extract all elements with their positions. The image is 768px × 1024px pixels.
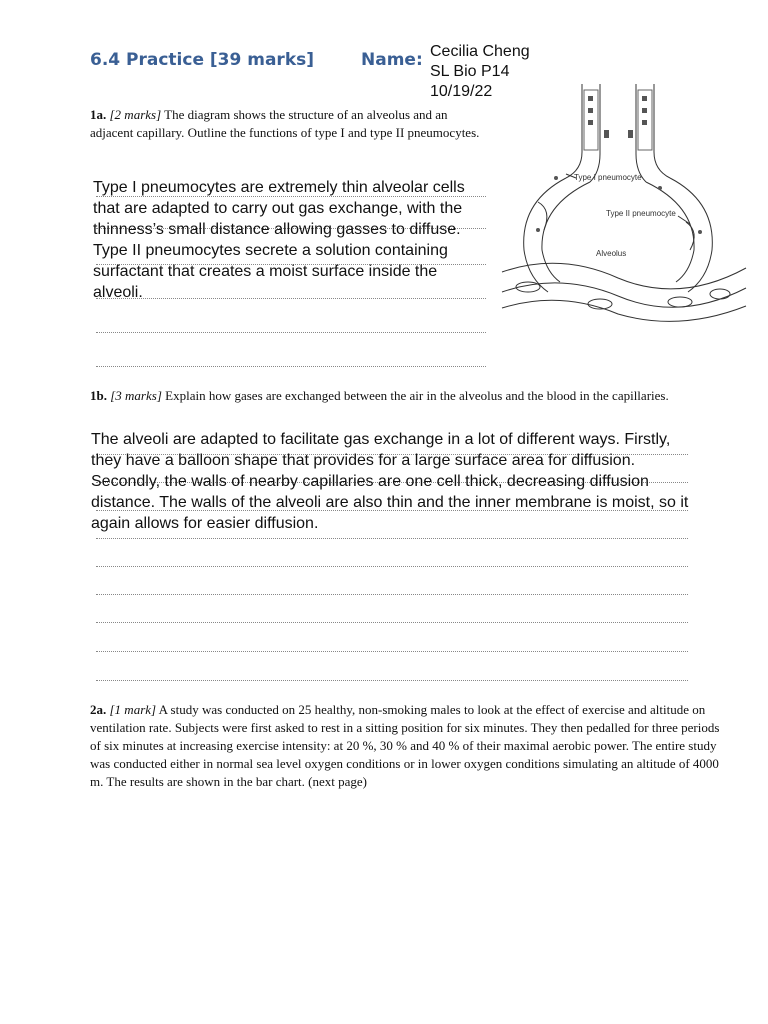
answer-line [96, 622, 688, 623]
answer-line [96, 594, 688, 595]
answer-1b[interactable]: The alveoli are adapted to facilitate gas exchange in a lot of different ways. Firstly, they have a balloon shape that provides for a large surface area for diffusion. Secondly, the walls of nearby capillaries are one cell thick, decreasing diffusion distance. The walls of the alveoli are also thin and the inner membrane is moist, so it again allows for easier diffusion. [91, 431, 689, 532]
answer-line [96, 332, 486, 333]
label-type-i: Type I pneumocyte [574, 173, 642, 182]
question-number: 1a. [90, 107, 107, 122]
student-class: SL Bio P14 [430, 63, 510, 80]
name-label: Name: [361, 50, 423, 70]
label-alveolus: Alveolus [596, 249, 627, 258]
page-title: 6.4 Practice [39 marks] [90, 50, 315, 70]
alveolus-diagram [500, 82, 748, 332]
answer-1a[interactable]: Type I pneumocytes are extremely thin alveolar cells that are adapted to carry out gas exchange, with the thinness’s small distance allowing gasses to diffuse. Type II pneumocytes secrete a solution containing surfactant that creates a moist surface inside the alveoli. [93, 179, 465, 301]
question-number: 1b. [90, 388, 107, 403]
question-marks: [2 marks] [109, 107, 162, 122]
question-marks: [3 marks] [110, 388, 162, 403]
question-1b [90, 387, 730, 405]
student-name: Cecilia Cheng [430, 43, 530, 60]
question-2a [90, 701, 730, 791]
question-text: The diagram shows the structure of an alveolus and an adjacent capillary. Outline the functions of type I and type II pneumocytes. [90, 107, 480, 140]
student-date: 10/19/22 [430, 83, 493, 100]
answer-line [96, 651, 688, 652]
answer-line [96, 680, 688, 681]
answer-line [96, 366, 486, 367]
label-type-ii: Type II pneumocyte [606, 209, 676, 218]
answer-line [96, 566, 688, 567]
answer-line [96, 538, 688, 539]
question-marks: [1 mark] [109, 702, 157, 717]
question-text: A study was conducted on 25 healthy, non-smoking males to look at the effect of exercise and altitude on ventilation rate. Subjects were first asked to rest in a sitting position for six minutes. They then pedalled for three periods of six minutes at increasing exercise intensity: at 20 %, 30 % and 40 % of their maximal aerobic power. The entire study was conducted either in normal sea level oxygen conditions or in lower oxygen conditions simulating an altitude of 4000 m. The results are shown in the bar chart. (next page) [90, 702, 720, 789]
question-1a [90, 106, 490, 142]
question-text: Explain how gases are exchanged between the air in the alveolus and the blood in the capillaries. [165, 388, 669, 403]
question-number: 2a. [90, 702, 107, 717]
